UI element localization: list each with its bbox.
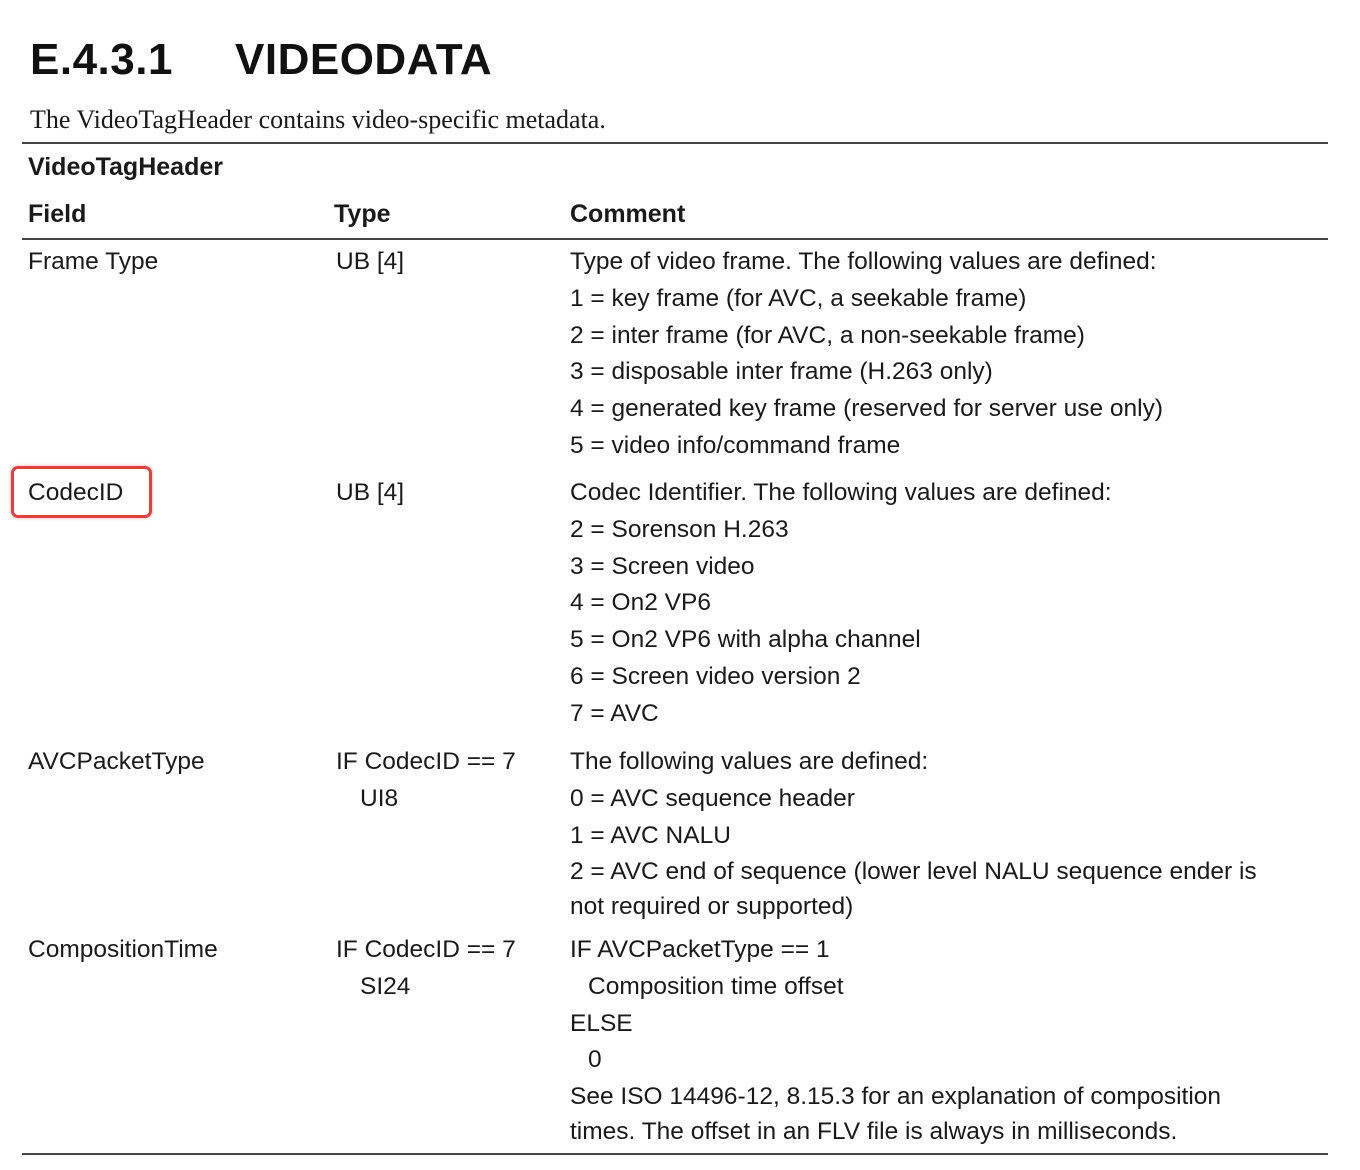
section-intro: The VideoTagHeader contains video-specific metadata. (30, 105, 606, 134)
comment-line: 3 = disposable inter frame (H.263 only) (570, 358, 993, 386)
comment-line: 2 = AVC end of sequence (lower level NALU sequence ender is (570, 858, 1257, 886)
comment-line: Composition time offset (588, 972, 844, 1000)
table-row-avcpackettype-type (336, 744, 516, 818)
comment-line: 5 = video info/command frame (570, 431, 901, 459)
comment-line: 2 = inter frame (for AVC, a non-seekable frame) (570, 321, 1085, 349)
table-row-frame-type-type (336, 244, 404, 281)
field-type: UI8 (360, 784, 399, 812)
field-name: CompositionTime (28, 936, 218, 963)
section-number: E.4.3.1 (30, 35, 173, 84)
comment-line: 1 = AVC NALU (570, 821, 731, 849)
table-row-compositiontime-type (336, 932, 516, 1006)
table-caption: VideoTagHeader (28, 153, 223, 181)
comment-line: Codec Identifier. The following values are defined: (570, 479, 1112, 506)
table-row-frame-type-field (28, 244, 158, 281)
header-rule (22, 238, 1328, 240)
field-type: SI24 (360, 972, 411, 1000)
field-name: AVCPacketType (28, 748, 205, 775)
table-row-codecid-comment (570, 475, 1112, 733)
comment-line: 0 (588, 1046, 602, 1074)
table-row-codecid-type (336, 475, 404, 512)
comment-line: 4 = generated key frame (reserved for server use only) (570, 395, 1164, 423)
comment-line: not required or supported) (570, 893, 854, 921)
table-bottom-rule (22, 1153, 1328, 1155)
comment-line: 4 = On2 VP6 (570, 589, 711, 617)
comment-line: 2 = Sorenson H.263 (570, 515, 789, 543)
codecid-highlight-box (11, 466, 152, 518)
table-row-avcpackettype-comment (570, 744, 1257, 923)
field-type: UB [4] (336, 248, 405, 275)
table-row-avcpackettype-field (28, 744, 205, 781)
table-row-compositiontime-field (28, 932, 218, 969)
comment-line: ELSE (570, 1009, 633, 1037)
comment-line: 7 = AVC (570, 699, 659, 727)
field-name: CodecID (28, 479, 124, 506)
comment-line: 0 = AVC sequence header (570, 784, 855, 812)
comment-line: IF AVCPacketType == 1 (570, 936, 830, 963)
table-row-frame-type-comment (570, 244, 1163, 465)
column-header-field: Field (28, 200, 87, 228)
field-type-condition: IF CodecID == 7 (336, 748, 516, 775)
table-row-compositiontime-comment (570, 932, 1221, 1148)
field-type-condition: IF CodecID == 7 (336, 936, 516, 963)
comment-line: The following values are defined: (570, 748, 929, 775)
comment-line: 1 = key frame (for AVC, a seekable frame) (570, 284, 1027, 312)
comment-line: 3 = Screen video (570, 552, 755, 580)
section-title: VIDEODATA (235, 35, 493, 84)
comment-line: Type of video frame. The following values are defined: (570, 248, 1157, 275)
section-heading (30, 34, 492, 86)
comment-line: 6 = Screen video version 2 (570, 662, 861, 690)
field-name: Frame Type (28, 248, 159, 275)
table-top-rule (22, 142, 1328, 144)
column-header-comment: Comment (570, 200, 686, 228)
comment-line: times. The offset in an FLV file is always in milliseconds. (570, 1117, 1178, 1145)
comment-line: See ISO 14496-12, 8.15.3 for an explanation of composition (570, 1083, 1222, 1111)
comment-line: 5 = On2 VP6 with alpha channel (570, 626, 921, 654)
column-header-type: Type (334, 200, 391, 228)
field-type: UB [4] (336, 479, 405, 506)
